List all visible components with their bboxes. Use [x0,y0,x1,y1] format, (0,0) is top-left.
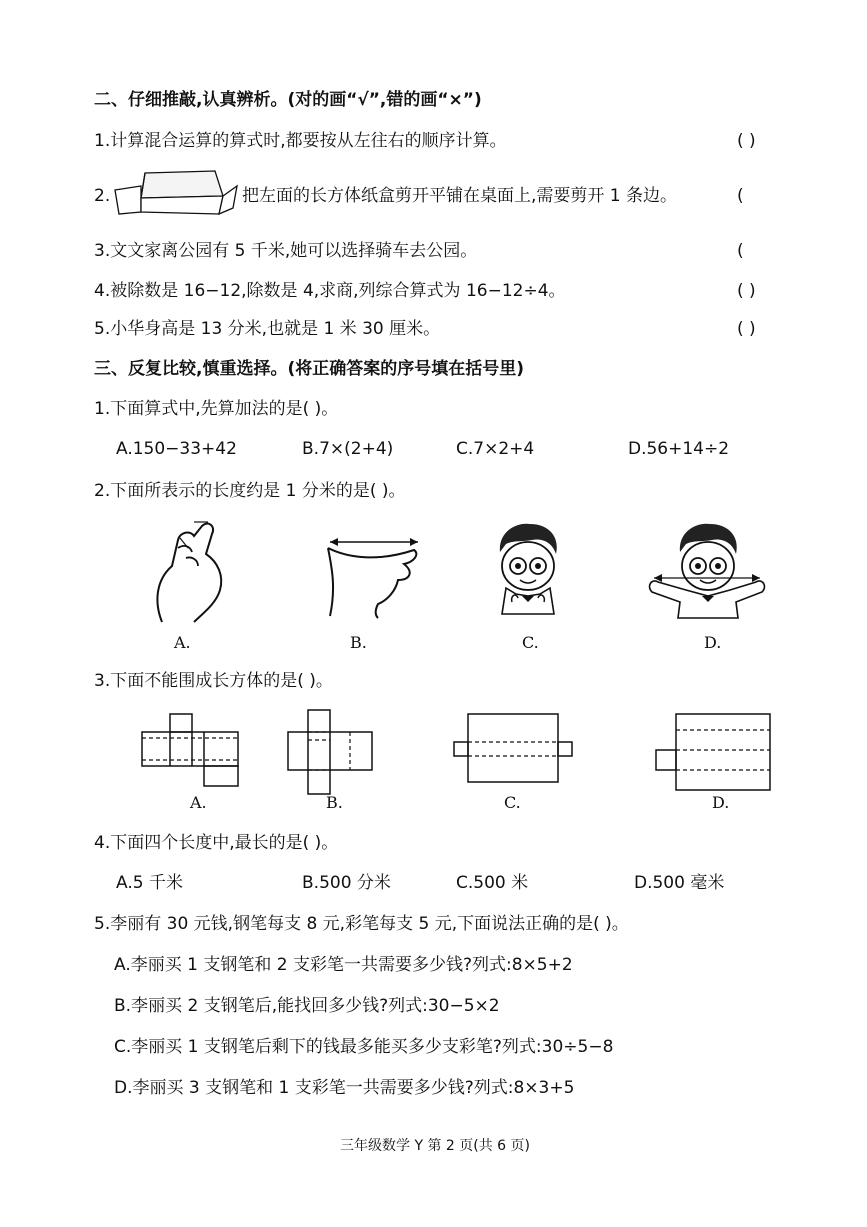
s3-q2-label-c: C. [522,633,539,652]
s2-item-2: 把左面的长方体纸盒剪开平铺在桌面上,需要剪开 1 条边。 [242,186,678,206]
finger-pinch-image [150,518,230,626]
s2-item-3-answer[interactable]: ( [737,241,744,261]
s3-q1-option-d: D.56+14÷2 [628,439,730,459]
s3-q1: 1.下面算式中,先算加法的是( )。 [94,399,339,419]
s3-q3-label-c: C. [504,793,521,812]
s3-q1-option-c: C.7×2+4 [456,439,535,459]
s2-item-2-answer[interactable]: ( [737,186,744,206]
box-unfolded-image [115,168,240,218]
s2-item-2-num: 2. [94,186,111,206]
s3-q2-label-b: B. [350,633,367,652]
s3-q3-label-b: B. [326,793,343,812]
s2-item-1-answer[interactable]: ( ) [737,131,756,151]
s3-q5-option-d: D.李丽买 3 支钢笔和 1 支彩笔一共需要多少钱?列式:8×3+5 [114,1078,575,1098]
section3-heading: 三、反复比较,慎重选择。(将正确答案的序号填在括号里) [94,359,524,379]
s2-item-3: 3.文文家离公园有 5 千米,她可以选择骑车去公园。 [94,241,478,261]
s3-q2: 2.下面所表示的长度约是 1 分米的是( )。 [94,481,406,501]
s3-q2-label-d: D. [704,633,722,652]
s3-q5-option-a: A.李丽买 1 支钢笔和 2 支彩笔一共需要多少钱?列式:8×5+2 [114,955,573,975]
s3-q5: 5.李丽有 30 元钱,钢笔每支 8 元,彩笔每支 5 元,下面说法正确的是( )。 [94,914,629,934]
net-a-image [142,712,240,788]
s3-q5-option-c: C.李丽买 1 支钢笔后剩下的钱最多能买多少支彩笔?列式:30÷5−8 [114,1037,614,1057]
s3-q1-option-b: B.7×(2+4) [302,439,394,459]
s2-item-4-answer[interactable]: ( ) [737,281,756,301]
net-b-image [288,710,374,794]
s2-item-4: 4.被除数是 16−12,除数是 4,求商,列综合算式为 16−12÷4。 [94,281,566,301]
hand-span-image [318,528,428,618]
s3-q3-label-a: A. [190,793,207,812]
s3-q1-option-a: A.150−33+42 [116,439,237,459]
section2-heading: 二、仔细推敲,认真辨析。(对的画“√”,错的画“×”) [94,90,482,110]
s2-item-5-answer[interactable]: ( ) [737,319,756,339]
boy-small-span-image [492,522,564,626]
s3-q4-option-b: B.500 分米 [302,873,391,893]
s3-q4: 4.下面四个长度中,最长的是( )。 [94,833,339,853]
boy-wide-span-image [642,522,772,626]
s3-q5-option-b: B.李丽买 2 支钢笔后,能找回多少钱?列式:30−5×2 [114,996,500,1016]
s3-q4-option-c: C.500 米 [456,873,529,893]
s3-q3-label-d: D. [712,793,730,812]
s3-q3: 3.下面不能围成长方体的是( )。 [94,671,333,691]
net-d-image [656,712,772,792]
s3-q2-label-a: A. [174,633,191,652]
s2-item-5: 5.小华身高是 13 分米,也就是 1 米 30 厘米。 [94,319,441,339]
s2-item-1: 1.计算混合运算的算式时,都要按从左往右的顺序计算。 [94,131,507,151]
s3-q4-option-a: A.5 千米 [116,873,183,893]
page-footer: 三年级数学 Y 第 2 页(共 6 页) [340,1138,530,1154]
net-c-image [454,714,574,784]
s3-q4-option-d: D.500 毫米 [634,873,725,893]
